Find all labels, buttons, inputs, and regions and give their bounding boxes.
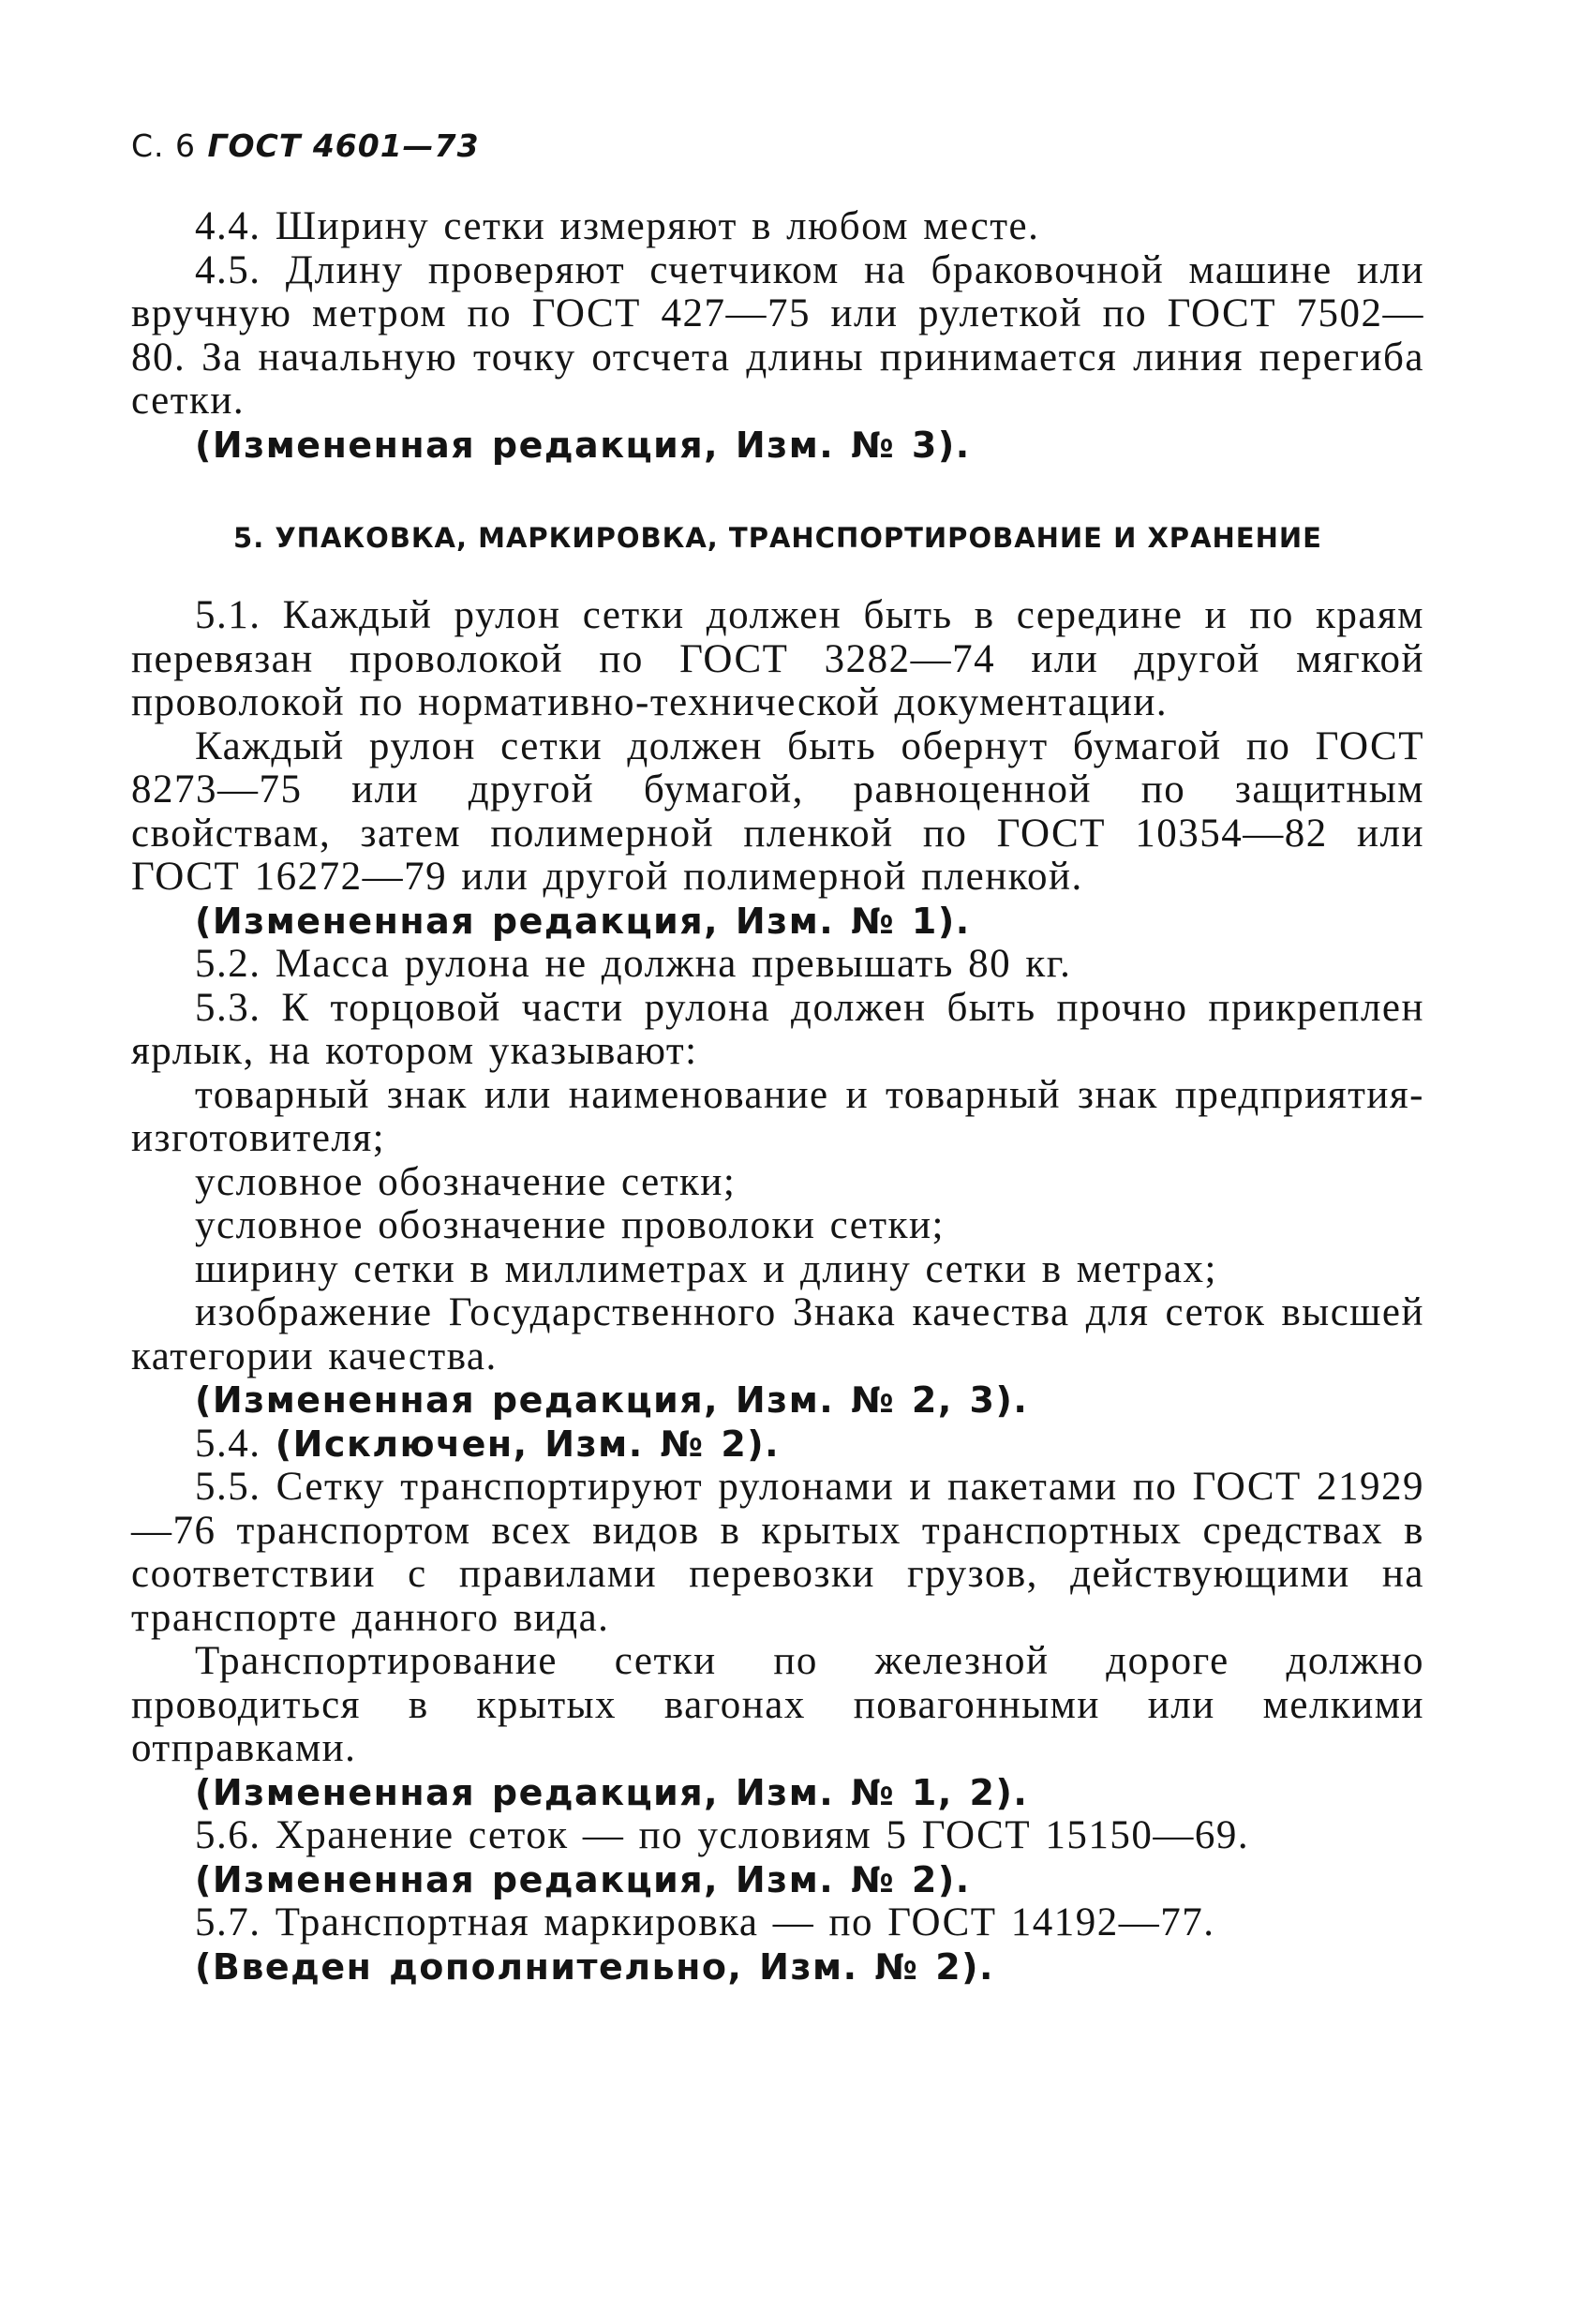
amendment-note-5-7: (Введен дополнительно, Изм. № 2).: [195, 1945, 994, 1988]
clause-5-4-excluded-note: (Исключен, Изм. № 2).: [275, 1423, 781, 1465]
clause-5-7: 5.7. Транспортная маркировка — по ГОСТ 14192—77.: [195, 1900, 1215, 1944]
clause-5-2: 5.2. Масса рулона не должна превышать 80 кг.: [195, 942, 1072, 986]
clause-5-3-item: условное обозначение проволоки сетки;: [195, 1203, 945, 1247]
document-id: ГОСТ 4601—73: [207, 127, 480, 164]
clause-5-4-number: 5.4.: [195, 1421, 261, 1466]
clause-5-3-item: условное обозначение сетки;: [195, 1159, 737, 1204]
section-5-title: 5. УПАКОВКА, МАРКИРОВКА, ТРАНСПОРТИРОВАНИЕ И ХРАНЕНИЕ: [233, 522, 1322, 554]
clause-5-1-part2: Каждый рулон сетки должен быть обернут бумагой по ГОСТ 8273—75 или другой бумагой, равноценной по защитным свойствам, затем полимерной пленкой по ГОСТ 10354—82 или ГОСТ 16272—79 или другой полимерной пленкой.: [131, 723, 1424, 899]
amendment-note-5-6: (Измененная редакция, Изм. № 2).: [195, 1858, 971, 1900]
clause-5-6: 5.6. Хранение сеток — по условиям 5 ГОСТ 15150—69.: [195, 1813, 1250, 1857]
amendment-note-5-3: (Измененная редакция, Изм. № 2, 3).: [195, 1379, 1029, 1421]
amendment-note-4-5: (Измененная редакция, Изм. № 3).: [195, 424, 971, 466]
amendment-note-5-5: (Измененная редакция, Изм. № 1, 2).: [195, 1771, 1029, 1813]
clause-5-3-item: изображение Государственного Знака качества для сеток высшей категории качества.: [131, 1290, 1424, 1378]
clause-4-4: 4.4. Ширину сетки измеряют в любом месте.: [195, 204, 1040, 248]
clause-5-1-part1: 5.1. Каждый рулон сетки должен быть в середине и по краям перевязан проволокой по ГОСТ 3282—74 или другой мягкой проволокой по нормативно-технической документации.: [131, 593, 1424, 724]
clause-5-3-item: ширину сетки в миллиметрах и длину сетки в метрах;: [195, 1246, 1217, 1291]
page-number: С. 6: [131, 127, 197, 164]
document-page: [131, 127, 1424, 1989]
section-5-body: [131, 594, 1424, 1989]
clause-5-3: 5.3. К торцовой части рулона должен быть прочно прикреплен ярлык, на котором указывают:: [131, 985, 1424, 1073]
clause-5-5-part2: Транспортирование сетки по железной дороге должно проводиться в крытых вагонах повагонными или мелкими отправками.: [131, 1639, 1424, 1770]
clause-5-3-item: товарный знак или наименование и товарный знак предприятия-изготовителя;: [131, 1072, 1424, 1160]
page-header: [131, 127, 1424, 164]
clause-5-4: [131, 1423, 1424, 1467]
amendment-note-5-1: (Измененная редакция, Изм. № 1).: [195, 900, 971, 942]
section-4-body: [131, 205, 1424, 467]
clause-5-5-part1: 5.5. Сетку транспортируют рулонами и пакетами по ГОСТ 21929—76 транспортом всех видов в крытых транспортных средствах в соответствии с правилами перевозки грузов, действующими на транспорте данного вида.: [131, 1465, 1424, 1640]
clause-4-5: 4.5. Длину проверяют счетчиком на браковочной машине или вручную метром по ГОСТ 427—75 или рулеткой по ГОСТ 7502—80. За начальную точку отсчета длины принимается линия перегиба сетки.: [131, 247, 1424, 423]
